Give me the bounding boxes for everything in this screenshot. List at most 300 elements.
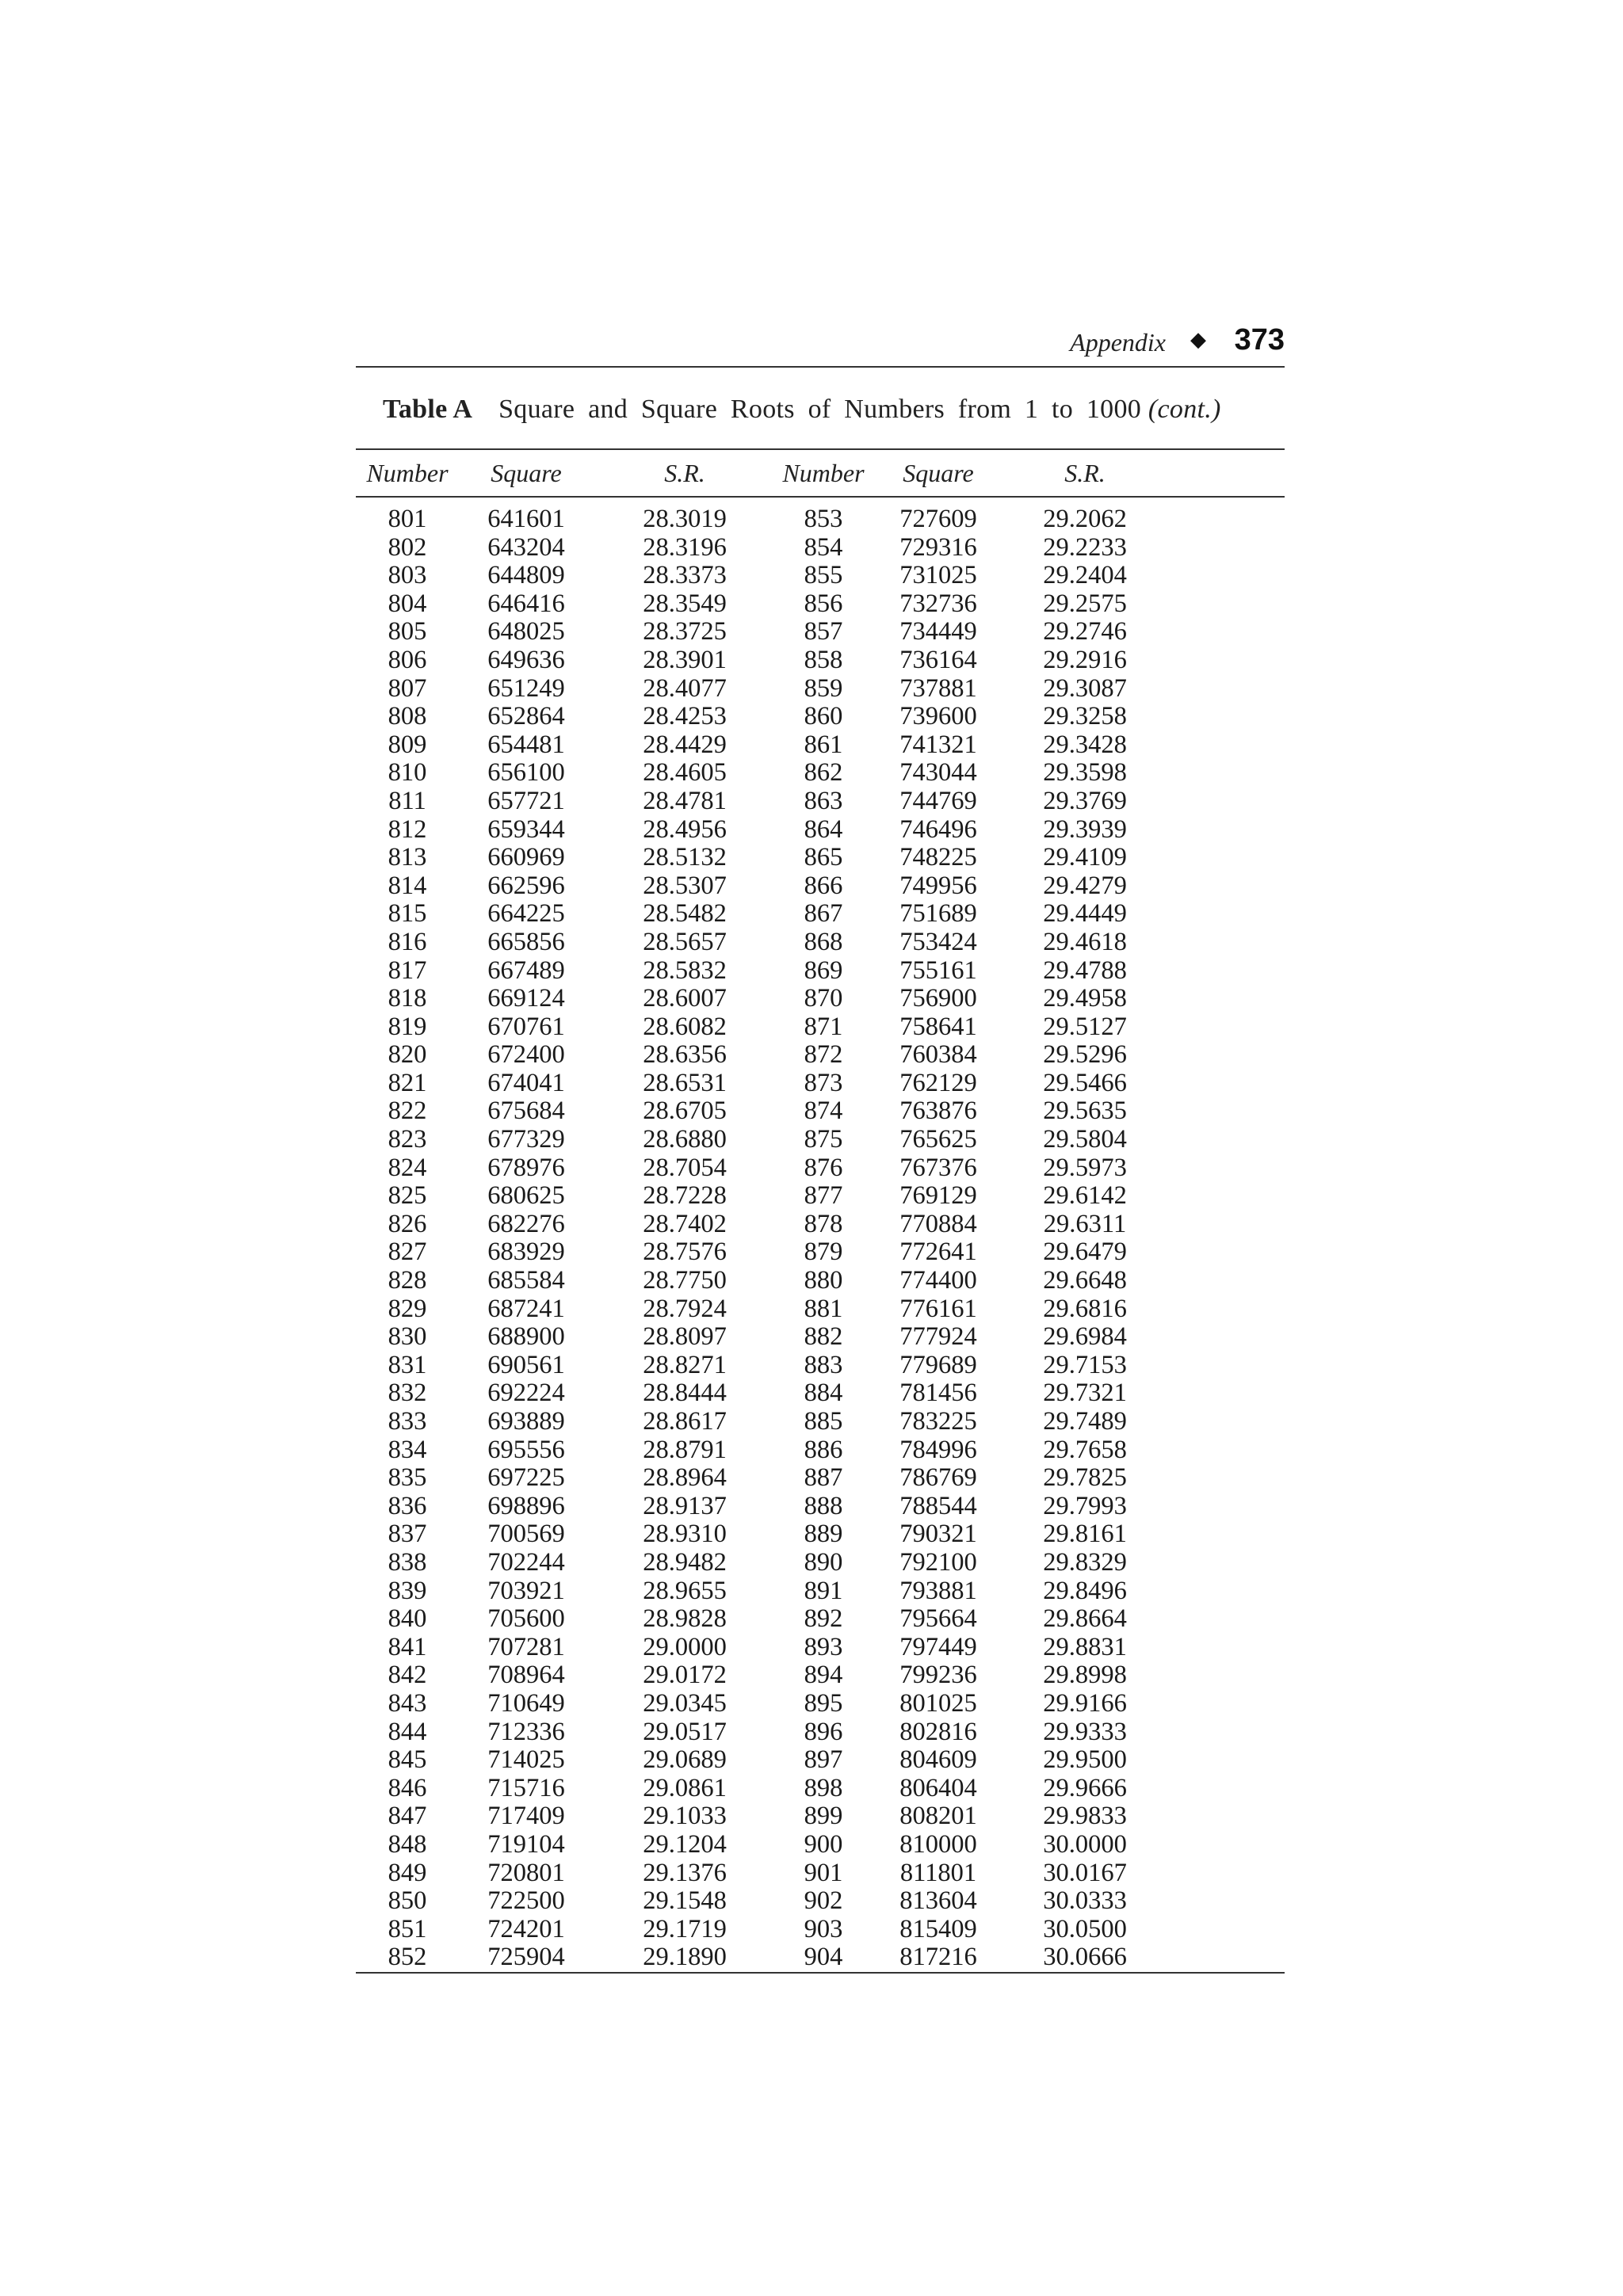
cell-number: 814 [388, 871, 427, 900]
cell-square: 741321 [899, 730, 977, 759]
cell-sr: 29.2233 [1043, 532, 1127, 562]
table-row [356, 929, 1285, 957]
page-number: 373 [1234, 323, 1285, 357]
cell-square: 784996 [899, 1435, 977, 1464]
cell-number: 891 [804, 1576, 843, 1605]
cell-sr: 29.6648 [1043, 1266, 1127, 1295]
table-row [356, 1464, 1285, 1493]
cell-square: 685584 [487, 1266, 565, 1295]
squares-table [356, 450, 1285, 1974]
cell-square: 806404 [899, 1773, 977, 1802]
cell-square: 815409 [899, 1914, 977, 1943]
row-spacer [1164, 1154, 1285, 1183]
row-spacer [1164, 618, 1285, 646]
cell-sr: 29.1376 [643, 1858, 727, 1887]
cell-number: 825 [388, 1181, 427, 1211]
cell-number: 812 [388, 814, 427, 844]
cell-square: 646416 [487, 589, 565, 618]
cell-sr: 28.6007 [643, 984, 727, 1013]
table-row [356, 1182, 1285, 1211]
table-row [356, 1775, 1285, 1803]
cell-number: 802 [388, 532, 427, 562]
column-header-sr: S.R. [594, 450, 776, 497]
cell-number: 867 [804, 899, 843, 929]
cell-number: 838 [388, 1547, 427, 1577]
cell-number: 810 [388, 758, 427, 788]
cell-sr: 29.6984 [1043, 1322, 1127, 1352]
cell-sr: 29.0345 [643, 1688, 727, 1718]
row-spacer [1164, 1295, 1285, 1324]
cell-number: 871 [804, 1012, 843, 1041]
table-row [356, 646, 1285, 675]
row-spacer [1164, 675, 1285, 704]
cell-square: 693889 [487, 1407, 565, 1436]
cell-square: 749956 [899, 871, 977, 900]
cell-square: 682276 [487, 1209, 565, 1238]
cell-sr: 28.3196 [643, 532, 727, 562]
cell-sr: 28.3725 [643, 617, 727, 646]
cell-number: 880 [804, 1266, 843, 1295]
cell-square: 748225 [899, 843, 977, 872]
table-row [356, 1154, 1285, 1183]
row-spacer [1164, 759, 1285, 788]
cell-number: 815 [388, 899, 427, 929]
cell-number: 885 [804, 1407, 843, 1436]
cell-square: 717409 [487, 1802, 565, 1831]
cell-square: 817216 [871, 1943, 1006, 1973]
table-row [356, 1211, 1285, 1239]
cell-number: 808 [388, 702, 427, 731]
row-spacer [1164, 1549, 1285, 1577]
cell-number: 900 [804, 1829, 843, 1859]
row-spacer [1164, 1352, 1285, 1380]
cell-sr: 29.5973 [1043, 1153, 1127, 1182]
cell-square: 767376 [899, 1153, 977, 1182]
row-spacer [1164, 1577, 1285, 1606]
cell-square: 801025 [899, 1688, 977, 1718]
row-spacer [1164, 872, 1285, 901]
cell-square: 657721 [487, 786, 565, 815]
table-row [356, 1887, 1285, 1916]
table-row [356, 1493, 1285, 1521]
table-title: Square and Square Roots of Numbers from 1 to 1000 [498, 395, 1142, 424]
cell-square: 690561 [487, 1350, 565, 1379]
cell-sr: 29.4958 [1043, 984, 1127, 1013]
row-spacer [1164, 900, 1285, 929]
cell-square: 662596 [487, 871, 565, 900]
table-row [356, 957, 1285, 986]
cell-square: 790321 [899, 1520, 977, 1549]
cell-square: 672400 [487, 1040, 565, 1070]
cell-number: 819 [388, 1012, 427, 1041]
cell-square: 641601 [487, 505, 565, 533]
cell-sr: 29.2916 [1043, 645, 1127, 674]
cell-number: 897 [804, 1745, 843, 1775]
cell-square: 695556 [487, 1435, 565, 1464]
cell-number: 866 [804, 871, 843, 900]
table-row [356, 1323, 1285, 1352]
cell-square: 751689 [899, 899, 977, 929]
cell-square: 705600 [487, 1604, 565, 1634]
cell-number: 879 [804, 1238, 843, 1267]
table-label: Table A [383, 395, 473, 424]
cell-sr: 28.9655 [643, 1576, 727, 1605]
cell-sr: 29.3598 [1043, 758, 1127, 788]
cell-number: 832 [388, 1379, 427, 1408]
cell-sr: 29.1033 [643, 1802, 727, 1831]
cell-square: 702244 [487, 1547, 565, 1577]
cell-square: 660969 [487, 843, 565, 872]
cell-square: 734449 [899, 617, 977, 646]
cell-square: 724201 [487, 1914, 565, 1943]
cell-number: 823 [388, 1125, 427, 1154]
cell-square: 652864 [487, 702, 565, 731]
cell-sr: 28.4429 [643, 730, 727, 759]
cell-square: 714025 [487, 1745, 565, 1775]
cell-square: 779689 [899, 1350, 977, 1379]
cell-sr: 29.7321 [1043, 1379, 1127, 1408]
cell-square: 678976 [487, 1153, 565, 1182]
table-row [356, 534, 1285, 563]
column-header-square: Square [871, 450, 1006, 497]
cell-sr: 29.6816 [1043, 1294, 1127, 1323]
table-body [356, 497, 1285, 1973]
cell-sr: 28.8617 [643, 1407, 727, 1436]
cell-sr: 29.8998 [1043, 1661, 1127, 1690]
cell-sr: 28.7228 [643, 1181, 727, 1211]
cell-square: 670761 [487, 1012, 565, 1041]
row-spacer [1164, 590, 1285, 619]
cell-sr: 29.2062 [1043, 505, 1127, 533]
row-spacer [1164, 1493, 1285, 1521]
running-head-section: Appendix [1070, 328, 1166, 357]
cell-square: 688900 [487, 1322, 565, 1352]
cell-sr: 29.4618 [1043, 927, 1127, 956]
cell-number: 804 [388, 589, 427, 618]
cell-sr: 29.8664 [1043, 1604, 1127, 1634]
row-spacer [1164, 1718, 1285, 1747]
row-spacer [1164, 703, 1285, 731]
cell-number: 883 [804, 1350, 843, 1379]
cell-square: 763876 [899, 1097, 977, 1126]
column-header-square: Square [459, 450, 594, 497]
cell-square: 710649 [487, 1688, 565, 1718]
table-row [356, 1097, 1285, 1126]
cell-sr: 28.8791 [643, 1435, 727, 1464]
cell-square: 765625 [899, 1125, 977, 1154]
cell-sr: 29.1890 [594, 1943, 776, 1973]
table-row [356, 900, 1285, 929]
table-row [356, 1295, 1285, 1324]
cell-number: 854 [804, 532, 843, 562]
cell-sr: 28.3901 [643, 645, 727, 674]
cell-square: 783225 [899, 1407, 977, 1436]
cell-square: 746496 [899, 814, 977, 844]
cell-sr: 29.7658 [1043, 1435, 1127, 1464]
cell-number: 824 [388, 1153, 427, 1182]
cell-sr: 29.1548 [643, 1886, 727, 1916]
cell-square: 755161 [899, 955, 977, 985]
cell-sr: 28.4077 [643, 673, 727, 703]
cell-sr: 28.8271 [643, 1350, 727, 1379]
cell-number: 874 [804, 1097, 843, 1126]
cell-square: 715716 [487, 1773, 565, 1802]
cell-number: 869 [804, 955, 843, 985]
row-spacer [1164, 1323, 1285, 1352]
cell-square: 781456 [899, 1379, 977, 1408]
cell-number: 858 [804, 645, 843, 674]
cell-sr: 28.3373 [643, 561, 727, 590]
cell-square: 793881 [899, 1576, 977, 1605]
row-spacer [1164, 985, 1285, 1013]
row-spacer [1164, 1887, 1285, 1916]
cell-number: 901 [804, 1858, 843, 1887]
cell-number: 868 [804, 927, 843, 956]
cell-square: 649636 [487, 645, 565, 674]
cell-number: 887 [804, 1463, 843, 1493]
table-row [356, 759, 1285, 788]
table-row [356, 1577, 1285, 1606]
cell-sr: 28.8964 [643, 1463, 727, 1493]
cell-square: 722500 [487, 1886, 565, 1916]
column-spacer [1164, 450, 1285, 497]
table-row [356, 1690, 1285, 1718]
table-row [356, 1802, 1285, 1831]
cell-number: 848 [388, 1829, 427, 1859]
row-spacer [1164, 1436, 1285, 1465]
cell-number: 903 [804, 1914, 843, 1943]
cell-square: 648025 [487, 617, 565, 646]
row-spacer [1164, 957, 1285, 986]
cell-square: 720801 [487, 1858, 565, 1887]
cell-number: 822 [388, 1097, 427, 1126]
cell-sr: 29.4109 [1043, 843, 1127, 872]
cell-number: 877 [804, 1181, 843, 1211]
cell-square: 777924 [899, 1322, 977, 1352]
row-spacer [1164, 844, 1285, 872]
cell-sr: 28.4956 [643, 814, 727, 844]
cell-square: 762129 [899, 1068, 977, 1097]
cell-square: 719104 [487, 1829, 565, 1859]
cell-sr: 28.7576 [643, 1238, 727, 1267]
row-spacer [1164, 1859, 1285, 1888]
cell-sr: 28.6531 [643, 1068, 727, 1097]
cell-sr: 29.7825 [1043, 1463, 1127, 1493]
cell-number: 852 [356, 1943, 459, 1973]
cell-square: 665856 [487, 927, 565, 956]
table-row [356, 1379, 1285, 1408]
cell-number: 884 [804, 1379, 843, 1408]
cell-sr: 28.9137 [643, 1491, 727, 1520]
table-row [356, 1943, 1285, 1973]
cell-number: 827 [388, 1238, 427, 1267]
cell-sr: 29.4279 [1043, 871, 1127, 900]
cell-square: 692224 [487, 1379, 565, 1408]
cell-square: 683929 [487, 1238, 565, 1267]
row-spacer [1164, 1605, 1285, 1634]
cell-square: 743044 [899, 758, 977, 788]
cell-sr: 29.7153 [1043, 1350, 1127, 1379]
cell-sr: 29.6479 [1043, 1238, 1127, 1267]
cell-sr: 29.0000 [643, 1632, 727, 1661]
cell-square: 774400 [899, 1266, 977, 1295]
cell-sr: 29.3258 [1043, 702, 1127, 731]
cell-number: 870 [804, 984, 843, 1013]
cell-square: 654481 [487, 730, 565, 759]
cell-number: 805 [388, 617, 427, 646]
cell-number: 801 [388, 505, 427, 533]
row-spacer [1164, 1520, 1285, 1549]
table-row [356, 675, 1285, 704]
cell-sr: 29.8831 [1043, 1632, 1127, 1661]
cell-sr: 28.4605 [643, 758, 727, 788]
row-spacer [1164, 1464, 1285, 1493]
cell-square: 811801 [899, 1858, 977, 1887]
cell-sr: 29.6311 [1043, 1209, 1127, 1238]
row-spacer [1164, 1746, 1285, 1775]
cell-sr: 29.0517 [643, 1717, 727, 1746]
table-row [356, 1661, 1285, 1690]
cell-sr: 29.0689 [643, 1745, 727, 1775]
cell-sr: 30.0333 [1043, 1886, 1127, 1916]
cell-number: 892 [804, 1604, 843, 1634]
cell-square: 731025 [899, 561, 977, 590]
cell-square: 736164 [899, 645, 977, 674]
cell-number: 841 [388, 1632, 427, 1661]
cell-square: 770884 [899, 1209, 977, 1238]
cell-number: 828 [388, 1266, 427, 1295]
cell-sr: 29.9500 [1043, 1745, 1127, 1775]
cell-square: 769129 [899, 1181, 977, 1211]
book-page [356, 317, 1285, 1974]
cell-sr: 28.6880 [643, 1125, 727, 1154]
table-row [356, 590, 1285, 619]
cell-number: 863 [804, 786, 843, 815]
row-spacer [1164, 1238, 1285, 1267]
cell-sr: 28.5482 [643, 899, 727, 929]
cell-number: 845 [388, 1745, 427, 1775]
cell-square: 667489 [487, 955, 565, 985]
table-row [356, 872, 1285, 901]
row-spacer [1164, 731, 1285, 760]
cell-square: 799236 [899, 1661, 977, 1690]
cell-sr: 29.3087 [1043, 673, 1127, 703]
cell-square: 739600 [899, 702, 977, 731]
cell-sr: 28.9482 [643, 1547, 727, 1577]
row-spacer [1164, 1182, 1285, 1211]
row-spacer [1164, 1097, 1285, 1126]
cell-square: 786769 [899, 1463, 977, 1493]
table-row [356, 1718, 1285, 1747]
table-continued: (cont.) [1148, 395, 1221, 424]
cell-sr: 28.7750 [643, 1266, 727, 1295]
cell-square: 744769 [899, 786, 977, 815]
cell-square: 669124 [487, 984, 565, 1013]
cell-square: 664225 [487, 899, 565, 929]
cell-square: 698896 [487, 1491, 565, 1520]
cell-sr: 28.5832 [643, 955, 727, 985]
cell-number: 856 [804, 589, 843, 618]
table-row [356, 1549, 1285, 1577]
cell-sr: 29.5127 [1043, 1012, 1127, 1041]
cell-number: 859 [804, 673, 843, 703]
row-spacer [1164, 1126, 1285, 1154]
cell-square: 675684 [487, 1097, 565, 1126]
table-row [356, 985, 1285, 1013]
cell-number: 882 [804, 1322, 843, 1352]
row-spacer [1164, 1802, 1285, 1831]
cell-number: 899 [804, 1802, 843, 1831]
cell-sr: 28.7402 [643, 1209, 727, 1238]
cell-sr: 29.2404 [1043, 561, 1127, 590]
cell-sr: 30.0167 [1043, 1858, 1127, 1887]
cell-square: 808201 [899, 1802, 977, 1831]
cell-number: 830 [388, 1322, 427, 1352]
cell-number: 807 [388, 673, 427, 703]
cell-sr: 28.7054 [643, 1153, 727, 1182]
table-row [356, 1126, 1285, 1154]
cell-number: 861 [804, 730, 843, 759]
cell-square: 772641 [899, 1238, 977, 1267]
table-row [356, 1041, 1285, 1070]
cell-square: 674041 [487, 1068, 565, 1097]
cell-number: 840 [388, 1604, 427, 1634]
cell-sr: 29.3769 [1043, 786, 1127, 815]
cell-square: 795664 [899, 1604, 977, 1634]
cell-number: 876 [804, 1153, 843, 1182]
column-header-number: Number [356, 450, 459, 497]
running-head [356, 317, 1285, 361]
cell-sr: 28.5657 [643, 927, 727, 956]
cell-number: 894 [804, 1661, 843, 1690]
table-row [356, 1352, 1285, 1380]
cell-square: 677329 [487, 1125, 565, 1154]
row-spacer [1164, 1408, 1285, 1436]
cell-sr: 30.0000 [1043, 1829, 1127, 1859]
cell-square: 776161 [899, 1294, 977, 1323]
cell-sr: 29.2575 [1043, 589, 1127, 618]
cell-number: 888 [804, 1491, 843, 1520]
cell-square: 760384 [899, 1040, 977, 1070]
cell-number: 886 [804, 1435, 843, 1464]
table-row [356, 1634, 1285, 1662]
row-spacer [1164, 1041, 1285, 1070]
cell-number: 890 [804, 1547, 843, 1577]
row-spacer [1164, 1070, 1285, 1098]
cell-square: 802816 [899, 1717, 977, 1746]
row-spacer [1164, 1661, 1285, 1690]
cell-sr: 29.9333 [1043, 1717, 1127, 1746]
table-row [356, 1238, 1285, 1267]
cell-square: 687241 [487, 1294, 565, 1323]
cell-sr: 29.0172 [643, 1661, 727, 1690]
cell-square: 643204 [487, 532, 565, 562]
cell-sr: 29.9666 [1043, 1773, 1127, 1802]
row-spacer [1164, 816, 1285, 845]
cell-sr: 29.6142 [1043, 1181, 1127, 1211]
cell-sr: 29.2746 [1043, 617, 1127, 646]
table-row [356, 788, 1285, 816]
cell-sr: 29.7993 [1043, 1491, 1127, 1520]
cell-number: 878 [804, 1209, 843, 1238]
row-spacer [1164, 1267, 1285, 1295]
table-header [356, 450, 1285, 497]
cell-number: 834 [388, 1435, 427, 1464]
cell-number: 873 [804, 1068, 843, 1097]
table-row [356, 1746, 1285, 1775]
cell-square: 804609 [899, 1745, 977, 1775]
row-spacer [1164, 1690, 1285, 1718]
